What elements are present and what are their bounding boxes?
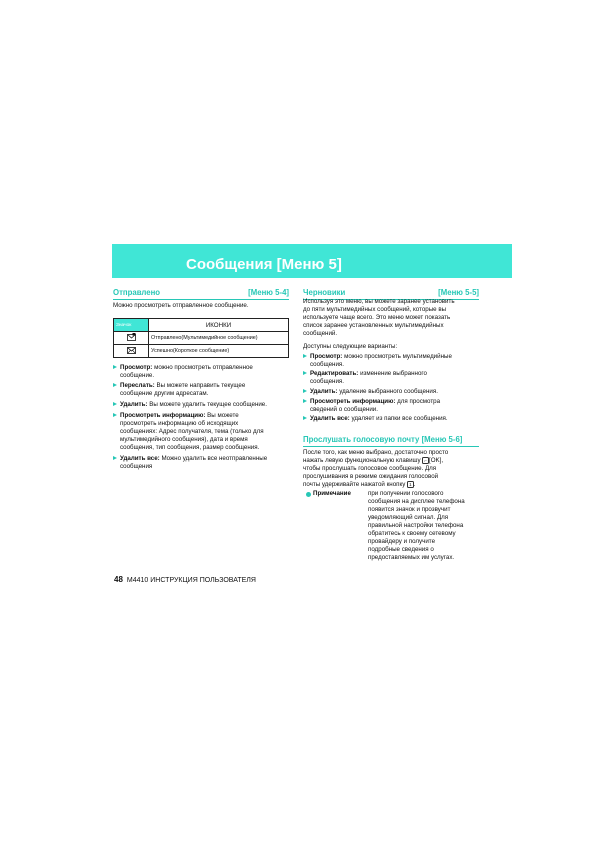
table-row [114, 345, 289, 358]
bullet-arrow-icon [303, 416, 307, 420]
table-cell: Успешно(Короткое сообщение) [149, 345, 289, 358]
bullet-arrow-icon [303, 371, 307, 375]
bullet-arrow-icon [303, 399, 307, 403]
bullet-arrow-icon [303, 389, 307, 393]
bullet-arrow-icon [113, 456, 117, 460]
menu-reference: [Меню 5-5] [438, 288, 479, 297]
section-intro: Можно просмотреть отправленное сообщение. [113, 302, 249, 309]
bullet-arrow-icon [113, 383, 117, 387]
bullet-arrow-icon [303, 354, 307, 358]
table-cell: Отправлено(Мультимедийное сообщение) [149, 332, 289, 345]
section-intro: Используя это меню, вы можете заранее установить до пяти мультимедийных сообщений, которые вы используете чаще всего. Это меню может показать список заранее установленных мультимедийных сообщений. [303, 298, 455, 337]
footer-text: M4410 ИНСТРУКЦИЯ ПОЛЬЗОВАТЕЛЯ [126, 577, 256, 584]
section-title: Отправлено [113, 288, 161, 297]
menu-reference: [Меню 5-4] [248, 288, 289, 297]
list-item: Удалить все: удаляет из папки все сообщения. [310, 415, 482, 423]
table-header: Значок [114, 319, 149, 332]
options-label: Доступны следующие варианты: [303, 343, 398, 350]
list-item: Переслать: Вы можете направить текущее сообщение другим адресатам. [120, 382, 292, 398]
list-item: Удалить: Вы можете удалить текущее сообщение. [120, 401, 292, 409]
bullet-arrow-icon [113, 402, 117, 406]
voicemail-key-icon: 1 [409, 482, 412, 488]
table-row [114, 332, 289, 345]
bullet-arrow-icon [113, 365, 117, 369]
list-item: Редактировать: изменение выбранного сообщения. [310, 370, 482, 386]
section-body: После того, как меню выбрано, достаточно просто нажать левую функциональную клавишу ⌐ [OK], чтобы прослушать голосовое сообщение. Для прослушивания в режиме ожидания голосовой почты удерживайте нажатой кнопку 1 . [303, 449, 449, 489]
page-number: 48 [114, 575, 123, 584]
table-header: ИКОНКИ [149, 319, 289, 332]
list-item: Удалить все: Можно удалить все неотправленные сообщения [120, 455, 292, 471]
icon-table [113, 318, 289, 358]
section-heading-voicemail [303, 435, 479, 447]
mms-envelope-icon [114, 332, 149, 345]
note-label: Примечание [313, 490, 351, 497]
list-item: Просмотр: можно просмотреть отправленное сообщение. [120, 364, 292, 380]
section-title: Черновики [303, 288, 346, 297]
section-heading-sent [113, 288, 289, 300]
bullet-arrow-icon [113, 413, 117, 417]
section-title: Прослушать голосовую почту [Меню 5-6] [303, 435, 463, 444]
chapter-title: Сообщения [Меню 5] [186, 256, 342, 273]
list-item: Удалить: удаление выбранного сообщения. [310, 388, 482, 396]
list-item: Просмотр: можно просмотреть мультимедийные сообщения. [310, 353, 482, 369]
list-item: Просмотреть информацию: для просмотра сведений о сообщении. [310, 398, 482, 414]
sms-envelope-icon [114, 345, 149, 358]
page-footer [114, 575, 256, 585]
note-text: при получении голосового сообщения на дисплее телефона появится значок и прозвучит уведомляющий сигнал. Для правильной настройки телефона обратитесь к своему сетевому провайдеру и получите подробные сведения о предоставляемых им услугах. [368, 490, 465, 561]
left-soft-key-icon: ⌐ [424, 458, 427, 463]
note-icon [306, 492, 311, 497]
list-item: Просмотреть информацию: Вы можете просмотреть информацию об исходящих сообщениях: Адрес получателя, тема (только для мультимедийного сообщения), дата и время сообщения, тип сообщения, размер сообщения. [120, 412, 292, 452]
